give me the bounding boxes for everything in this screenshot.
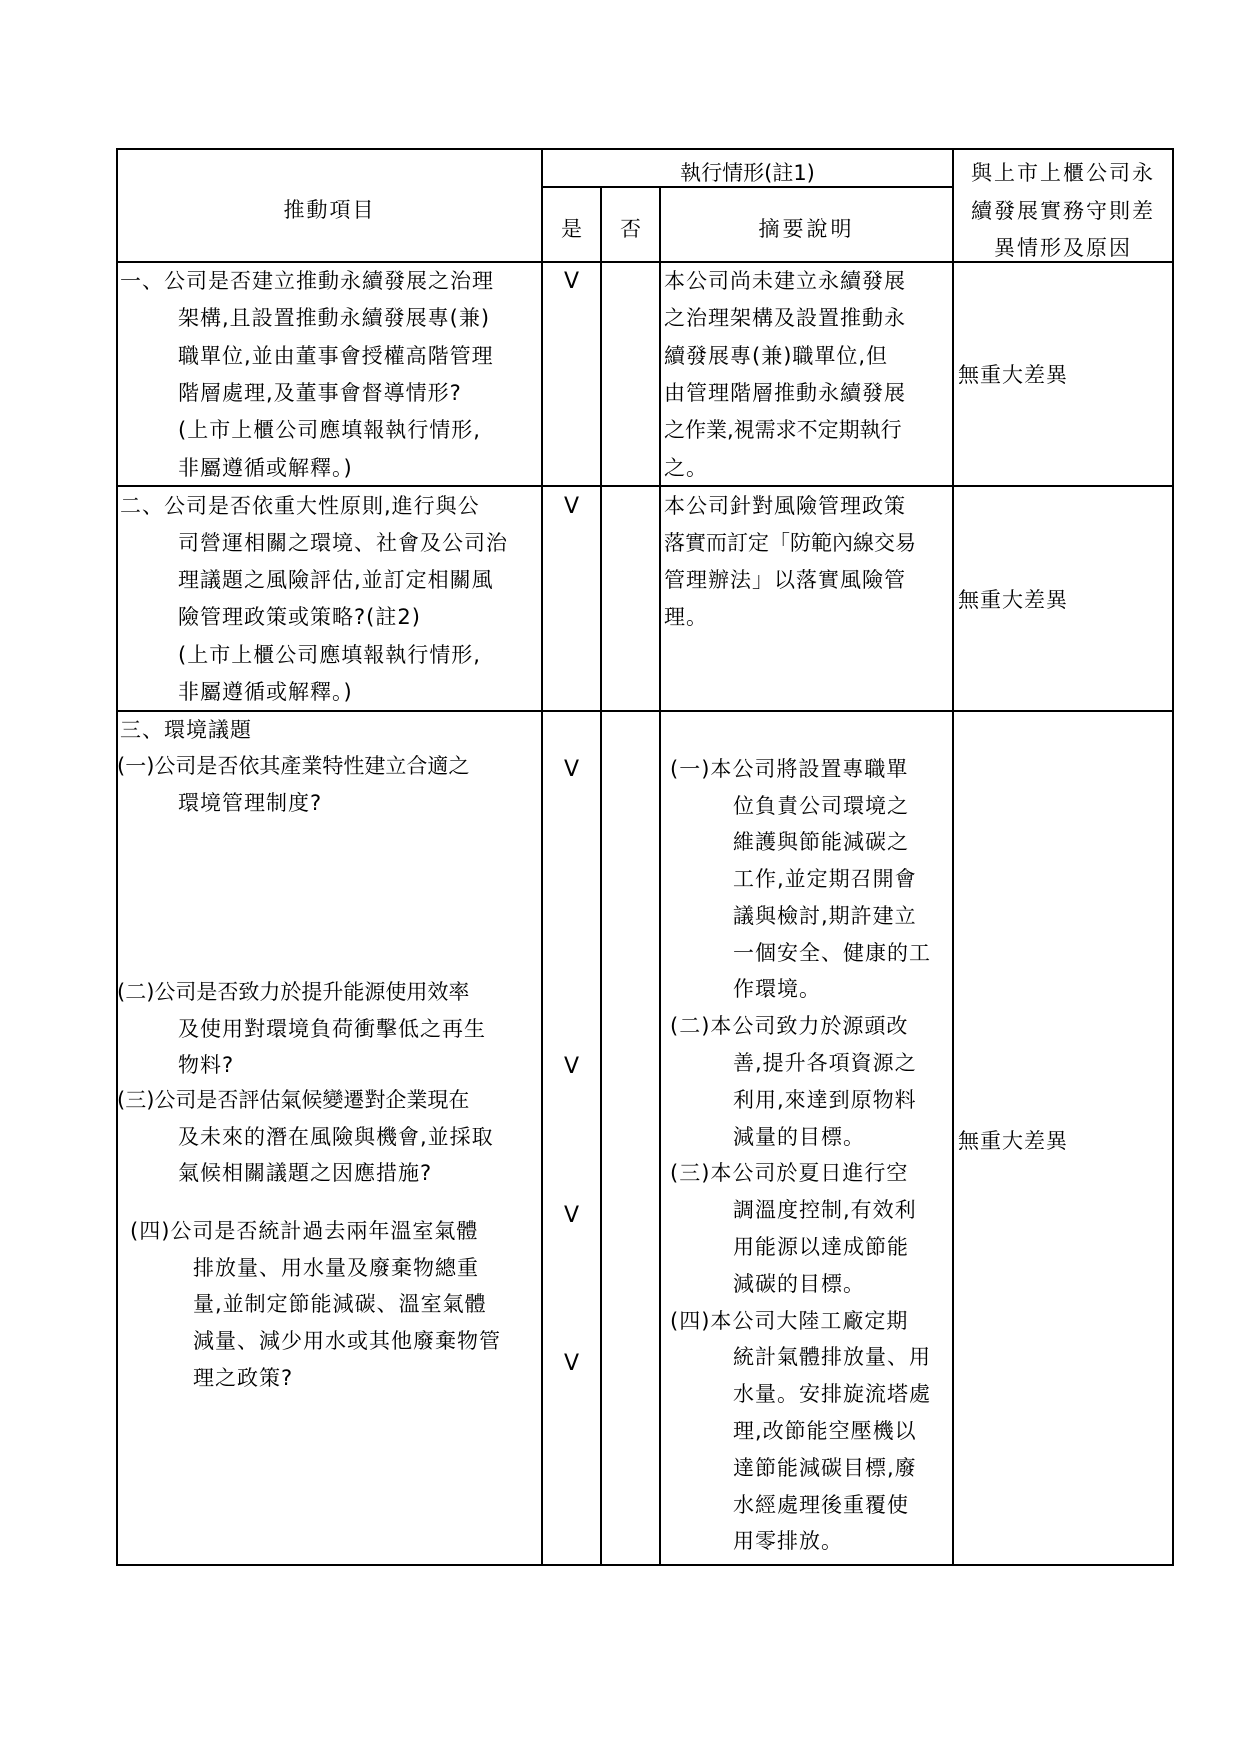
row3-item-line: 排放量、用水量及廢棄物總重: [193, 1256, 479, 1280]
row1-item-line: 非屬遵循或解釋。): [178, 456, 353, 480]
row3-summary-line: 統計氣體排放量、用: [733, 1345, 931, 1369]
row3-summary-line: 位負責公司環境之: [733, 794, 909, 818]
row1-summary-line: 由管理階層推動永續發展: [664, 381, 906, 405]
row3-summary-line: (四)本公司大陸工廠定期: [670, 1309, 909, 1333]
row2-diff: 無重大差異: [958, 588, 1068, 612]
row2-item-line: 險管理政策或策略?(註2): [178, 605, 421, 629]
row1-summary-line: 之作業,視需求不定期執行: [664, 418, 902, 442]
header-yes: 是: [561, 217, 582, 241]
row3-summary-line: 議與檢討,期許建立: [733, 904, 917, 928]
row3-item-line: 三、環境議題: [120, 718, 252, 742]
row3-summary-line: 利用,來達到原物料: [733, 1088, 917, 1112]
header-diff-line: 續發展實務守則差: [971, 199, 1155, 223]
row3-item-line: 減量、減少用水或其他廢棄物管: [193, 1329, 501, 1353]
row2-summary-line: 管理辦法」以落實風險管: [664, 568, 906, 592]
row3-item-line: 氣候相關議題之因應措施?: [178, 1161, 433, 1185]
row3-summary-line: 一個安全、健康的工: [733, 941, 931, 965]
row3-summary-line: 減量的目標。: [733, 1125, 865, 1149]
row3-item-line: 量,並制定節能減碳、溫室氣體: [193, 1292, 487, 1316]
row3-item-line: 及未來的潛在風險與機會,並採取: [178, 1125, 494, 1149]
row3-summary-line: 作環境。: [733, 977, 821, 1001]
row1-item-line: 階層處理,及董事會督導情形?: [178, 381, 462, 405]
row3-summary-line: 水量。安排旋流塔處: [733, 1382, 931, 1406]
row3-item-line: 及使用對環境負荷衝擊低之再生: [178, 1017, 486, 1041]
row2-item-line: 理議題之風險評估,並訂定相關風: [178, 568, 494, 592]
row3-item-line: 環境管理制度?: [178, 791, 323, 815]
row1-item-line: 架構,且設置推動永續發展專(兼): [178, 306, 491, 330]
header-execution: 執行情形(註1): [680, 161, 815, 185]
header-diff-line: 異情形及原因: [994, 236, 1132, 260]
row1-summary-line: 續發展專(兼)職單位,但: [664, 344, 889, 368]
row3-summary-line: 用零排放。: [733, 1529, 843, 1553]
row2-item-line: 非屬遵循或解釋。): [178, 680, 353, 704]
row2-summary-line: 本公司針對風險管理政策: [664, 494, 906, 518]
row3-item-line: 理之政策?: [193, 1366, 294, 1390]
row2-item-line: (上市上櫃公司應填報執行情形,: [178, 643, 481, 667]
row2-item-line: 二、公司是否依重大性原則,進行與公: [120, 494, 480, 518]
row3-summary-line: 善,提升各項資源之: [733, 1051, 917, 1075]
row3-summary-line: 減碳的目標。: [733, 1272, 865, 1296]
row1-summary-line: 本公司尚未建立永續發展: [664, 269, 906, 293]
row3-yes-mark: V: [564, 757, 580, 782]
row3-summary-line: 水經處理後重覆使: [733, 1493, 909, 1517]
row1-summary-line: 之治理架構及設置推動永: [664, 306, 906, 330]
row3-summary-line: (三)本公司於夏日進行空: [670, 1161, 909, 1185]
row3-item-line: (三)公司是否評估氣候變遷對企業現在: [117, 1088, 470, 1112]
row3-yes-mark: V: [564, 1351, 580, 1376]
header-diff-line: 與上市上櫃公司永: [971, 161, 1155, 185]
row3-item-line: (四)公司是否統計過去兩年溫室氣體: [130, 1219, 479, 1243]
row2-yes-mark: V: [564, 494, 580, 519]
row2-summary-line: 理。: [664, 605, 708, 629]
row3-yes-mark: V: [564, 1203, 580, 1228]
row3-summary-line: 理,改節能空壓機以: [733, 1419, 917, 1443]
row3-yes-mark: V: [564, 1054, 580, 1079]
row3-summary-line: (一)本公司將設置專職單: [670, 757, 909, 781]
row2-item-line: 司營運相關之環境、社會及公司治: [178, 531, 508, 555]
row1-yes-mark: V: [564, 269, 580, 294]
row1-diff: 無重大差異: [958, 363, 1068, 387]
row1-summary-line: 之。: [664, 456, 708, 480]
row1-item-line: 一、公司是否建立推動永續發展之治理: [120, 269, 494, 293]
row3-item-line: (一)公司是否依其產業特性建立合適之: [117, 754, 470, 778]
row3-summary-line: 維護與節能減碳之: [733, 830, 909, 854]
row3-item-line: (二)公司是否致力於提升能源使用效率: [117, 980, 470, 1004]
row3-summary-line: 用能源以達成節能: [733, 1235, 909, 1259]
row3-summary-line: 調溫度控制,有效利: [733, 1198, 917, 1222]
row1-item-line: (上市上櫃公司應填報執行情形,: [178, 418, 481, 442]
row3-summary-line: 工作,並定期召開會: [733, 867, 917, 891]
row3-summary-line: 達節能減碳目標,廢: [733, 1456, 917, 1480]
row3-diff: 無重大差異: [958, 1129, 1068, 1153]
header-summary: 摘要說明: [758, 217, 855, 241]
row2-summary-line: 落實而訂定「防範內線交易: [664, 531, 916, 555]
row1-item-line: 職單位,並由董事會授權高階管理: [178, 344, 494, 368]
header-no: 否: [620, 217, 641, 241]
row3-summary-line: (二)本公司致力於源頭改: [670, 1014, 909, 1038]
row3-item-line: 物料?: [178, 1053, 235, 1077]
header-item: 推動項目: [283, 198, 376, 222]
